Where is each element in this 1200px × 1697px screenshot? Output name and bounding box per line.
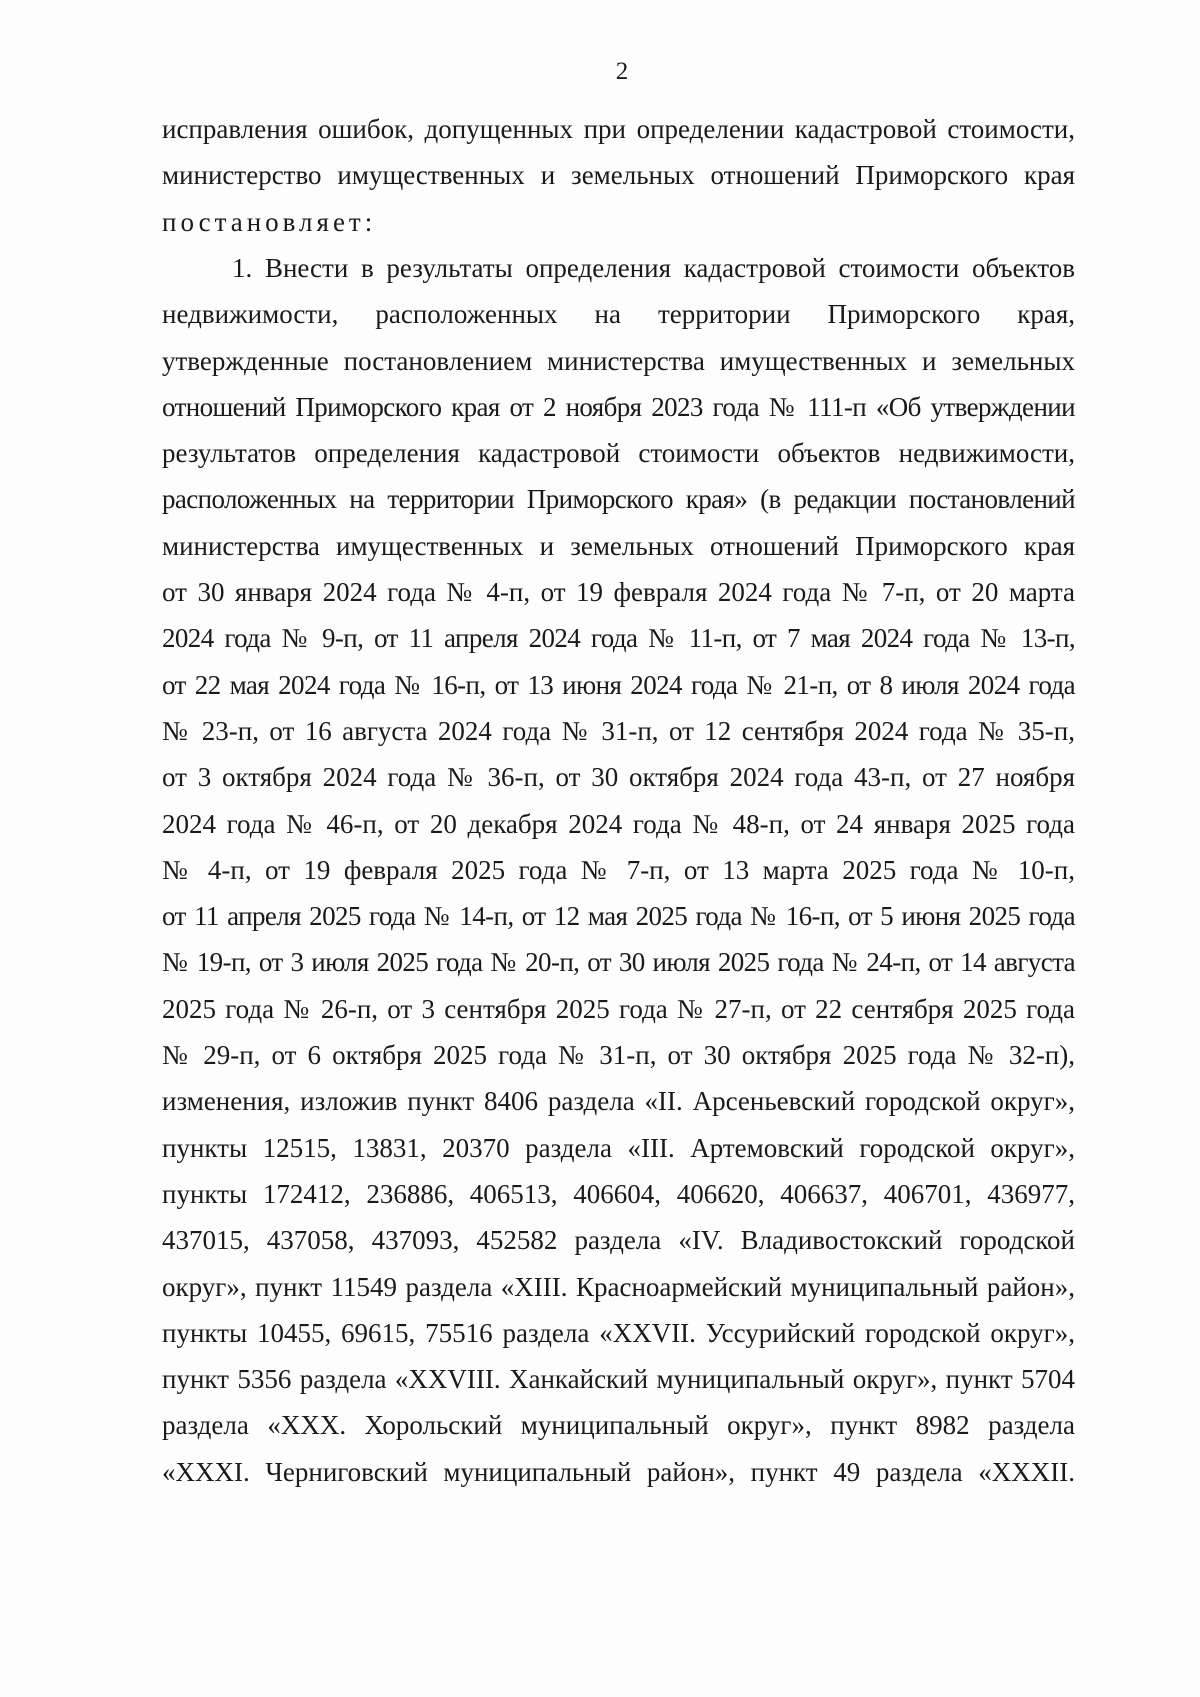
text-line: раздела «XXX. Хорольский муниципальный округ», пункт 8982 раздела bbox=[162, 1410, 1075, 1441]
text-line: от 30 января 2024 года № 4-п, от 19 февраля 2024 года № 7-п, от 20 марта bbox=[162, 577, 1075, 607]
text-line: «XXXI. Черниговский муниципальный район», пункт 49 раздела «XXXII. bbox=[162, 1456, 1075, 1487]
text-line: изменения, изложив пункт 8406 раздела «II. Арсеньевский городской округ», bbox=[162, 1086, 1075, 1117]
text-line: недвижимости, расположенных на территории Приморского края, bbox=[162, 299, 1075, 330]
text-line: округ», пункт 11549 раздела «XIII. Красноармейский муниципальный район», bbox=[162, 1271, 1075, 1302]
text-line: пункты 10455, 69615, 75516 раздела «XXVII. Уссурийский городской округ», bbox=[162, 1317, 1075, 1348]
text-line: от 22 мая 2024 года № 16-п, от 13 июня 2024 года № 21-п, от 8 июля 2024 года bbox=[162, 669, 1075, 700]
text-line: № 29-п, от 6 октября 2025 года № 31-п, от 30 октября 2025 года № 32-п), bbox=[162, 1040, 1075, 1070]
text-line: исправления ошибок, допущенных при определении кадастровой стоимости, bbox=[162, 114, 1075, 144]
text-line: пункты 12515, 13831, 20370 раздела «III. Артемовский городской округ», bbox=[162, 1132, 1075, 1163]
text-line: министерство имущественных и земельных отношений Приморского края bbox=[162, 160, 1075, 191]
text-line: № 23-п, от 16 августа 2024 года № 31-п, от 12 сентября 2024 года № 35-п, bbox=[162, 715, 1075, 746]
text-line: отношений Приморского края от 2 ноября 2023 года № 111-п «Об утверждении bbox=[162, 391, 1075, 422]
text-line: пункты 172412, 236886, 406513, 406604, 406620, 406637, 406701, 436977, bbox=[162, 1178, 1075, 1209]
text-line: № 4-п, от 19 февраля 2025 года № 7-п, от 13 марта 2025 года № 10-п, bbox=[162, 854, 1075, 885]
text-line: пункт 5356 раздела «XXVIII. Ханкайский муниципальный округ», пункт 5704 bbox=[162, 1364, 1075, 1395]
text-line: № 19-п, от 3 июля 2025 года № 20-п, от 30 июля 2025 года № 24-п, от 14 августа bbox=[162, 947, 1075, 978]
text-line: 2024 года № 9-п, от 11 апреля 2024 года № 11-п, от 7 мая 2024 года № 13-п, bbox=[162, 623, 1075, 654]
text-line: 1. Внести в результаты определения кадастровой стоимости объектов bbox=[232, 252, 1075, 283]
text-line: утвержденные постановлением министерства имущественных и земельных bbox=[162, 345, 1075, 376]
text-line: 437015, 437058, 437093, 452582 раздела «IV. Владивостокский городской bbox=[162, 1225, 1075, 1256]
text-line: 2025 года № 26-п, от 3 сентября 2025 года № 27-п, от 22 сентября 2025 года bbox=[162, 993, 1075, 1024]
text-line: от 3 октября 2024 года № 36-п, от 30 октября 2024 года 43-п, от 27 ноября bbox=[162, 762, 1075, 793]
resolution-keyword: постановляет: bbox=[162, 206, 377, 237]
text-line: расположенных на территории Приморского края» (в редакции постановлений bbox=[162, 484, 1075, 515]
text-line: 2024 года № 46-п, от 20 декабря 2024 года № 48-п, от 24 января 2025 года bbox=[162, 808, 1075, 839]
text-line: от 11 апреля 2025 года № 14-п, от 12 мая 2025 года № 16-п, от 5 июня 2025 года bbox=[162, 901, 1075, 932]
page-number: 2 bbox=[615, 58, 629, 85]
text-line: министерства имущественных и земельных отношений Приморского края bbox=[162, 530, 1075, 561]
text-line: результатов определения кадастровой стоимости объектов недвижимости, bbox=[162, 438, 1075, 469]
